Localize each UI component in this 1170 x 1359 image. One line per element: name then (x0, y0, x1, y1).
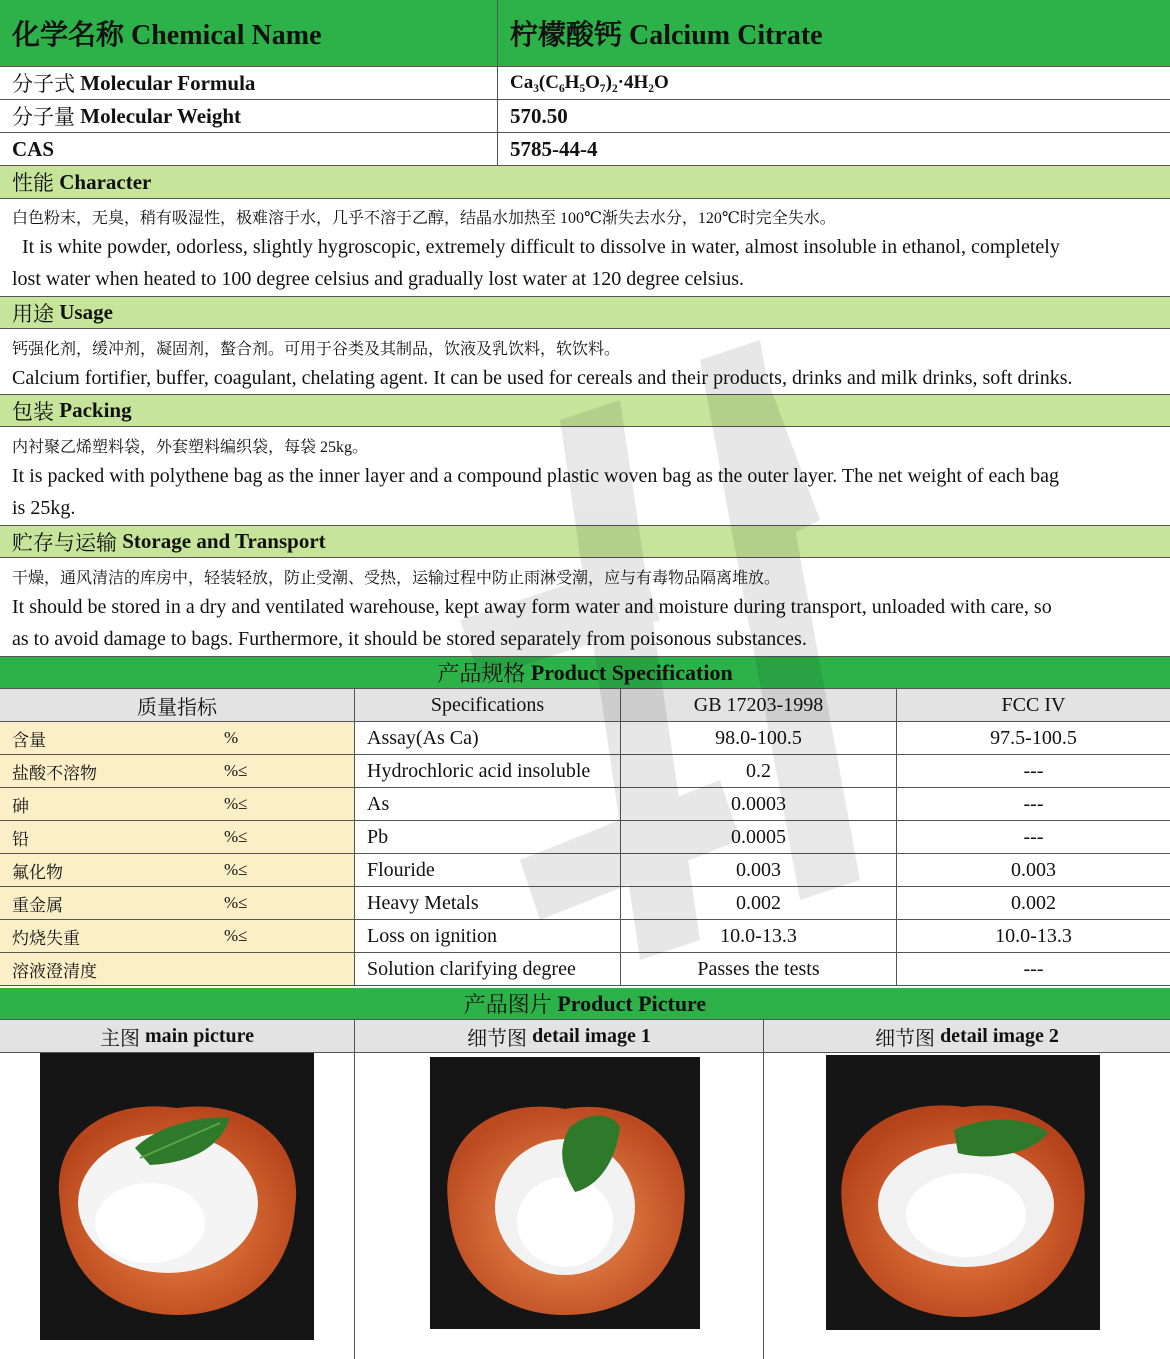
detail1-label-en: detail image 1 (532, 1024, 651, 1047)
spec-table-row (0, 953, 1170, 986)
spec-item-zh: 铅 (0, 821, 220, 853)
spec-item-gb: Passes the tests (620, 953, 896, 985)
picture-title-row (0, 988, 1170, 1020)
cas-label: CAS (12, 136, 55, 161)
spec-item-unit: %≤ (220, 854, 354, 886)
main-picture-label-zh: 主图 (99, 1027, 140, 1050)
spec-item-fcc: --- (896, 953, 1170, 985)
spec-item-unit (220, 953, 354, 985)
spec-header-gb: GB 17203-1998 (620, 689, 896, 721)
spec-title-zh: 产品规格 (437, 661, 526, 686)
spec-item-gb: 0.2 (620, 755, 896, 787)
packing-body (0, 427, 1170, 526)
chemical-name-value: 柠檬酸钙 Calcium Citrate (497, 0, 1170, 66)
spec-item-unit: %≤ (220, 755, 354, 787)
weight-label-en: Molecular Weight (80, 103, 242, 128)
spec-item-zh: 重金属 (0, 887, 220, 919)
packing-title-zh: 包装 (12, 399, 54, 424)
molecular-weight-row (0, 100, 1170, 133)
pumpkin-bowl-image (826, 1055, 1100, 1330)
picture-label-row (0, 1020, 1170, 1053)
spec-item-fcc: 0.002 (896, 887, 1170, 919)
spec-item-en: Heavy Metals (354, 887, 620, 919)
storage-text-en-1: It should be stored in a dry and ventilated warehouse, kept away form water and moisture during transport, unloaded with care, so (12, 596, 1052, 618)
spec-item-unit: %≤ (220, 920, 354, 952)
weight-value: 570.50 (497, 100, 1170, 132)
picture-title-en: Product Picture (557, 990, 707, 1016)
spec-table-row (0, 722, 1170, 755)
cas-value: 5785-44-4 (497, 133, 1170, 165)
storage-text-en-2: as to avoid damage to bags. Furthermore, it should be stored separately from poisonous substances. (12, 628, 807, 650)
usage-title-en: Usage (59, 300, 113, 324)
storage-title-en: Storage and Transport (122, 529, 326, 553)
formula-value: Ca₃(C₆H₅O₇)₂·4H₂O (497, 67, 1170, 99)
picture-title-zh: 产品图片 (463, 992, 552, 1017)
character-text-zh: 白色粉末，无臭，稍有吸湿性，极难溶于水，几乎不溶于乙醇，结晶水加热至 100℃渐失去水分，120℃时完全失水。 (12, 210, 836, 227)
spec-item-fcc: 10.0-13.3 (896, 920, 1170, 952)
spec-item-zh: 溶液澄清度 (0, 953, 220, 985)
character-title-en: Character (59, 169, 152, 194)
spec-item-gb: 0.002 (620, 887, 896, 919)
spec-item-en: Loss on ignition (354, 920, 620, 952)
spec-item-fcc: --- (896, 821, 1170, 853)
spec-table-row (0, 854, 1170, 887)
spec-item-en: Flouride (354, 854, 620, 886)
spec-item-en: As (354, 788, 620, 820)
weight-label-zh: 分子量 (12, 105, 75, 129)
spec-item-fcc: --- (896, 755, 1170, 787)
usage-title-zh: 用途 (12, 301, 54, 326)
spec-item-gb: 98.0-100.5 (620, 722, 896, 754)
spec-item-gb: 10.0-13.3 (620, 920, 896, 952)
spec-item-en: Assay(As Ca) (354, 722, 620, 754)
spec-title-row (0, 657, 1170, 689)
spec-item-en: Pb (354, 821, 620, 853)
spec-table-row (0, 887, 1170, 920)
character-text-en-1: It is white powder, odorless, slightly hygroscopic, extremely difficult to dissolve in water, almost insoluble in ethanol, completely (22, 236, 1060, 258)
detail1-label-zh: 细节图 (467, 1027, 528, 1050)
molecular-formula-row (0, 67, 1170, 100)
spec-item-unit: % (220, 722, 354, 754)
usage-text-en: Calcium fortifier, buffer, coagulant, chelating agent. It can be used for cereals and their products, drinks and milk drinks, soft drinks. (12, 367, 1073, 389)
spec-header-specifications: Specifications (354, 689, 620, 721)
packing-text-en-1: It is packed with polythene bag as the inner layer and a compound plastic woven bag as the outer layer. The net weight of each bag (12, 465, 1060, 487)
formula-label-zh: 分子式 (12, 72, 75, 96)
character-header (0, 166, 1170, 199)
pumpkin-bowl-image (430, 1057, 700, 1329)
spec-item-zh: 砷 (0, 788, 220, 820)
usage-body (0, 329, 1170, 395)
spec-table-row (0, 755, 1170, 788)
spec-title-en: Product Specification (530, 659, 733, 685)
spec-header-fcc: FCC IV (896, 689, 1170, 721)
chemical-name-label: 化学名称 Chemical Name (12, 20, 322, 51)
pumpkin-bowl-image (40, 1053, 314, 1340)
spec-item-zh: 氟化物 (0, 854, 220, 886)
storage-body (0, 558, 1170, 657)
spec-item-unit: %≤ (220, 821, 354, 853)
spec-header-row (0, 689, 1170, 722)
spec-item-unit: %≤ (220, 887, 354, 919)
picture-row (0, 1053, 1170, 1359)
spec-item-en: Solution clarifying degree (354, 953, 620, 985)
detail2-label-en: detail image 2 (940, 1024, 1059, 1047)
spec-item-gb: 0.0003 (620, 788, 896, 820)
cas-row (0, 133, 1170, 166)
storage-text-zh: 干燥，通风清洁的库房中，轻装轻放，防止受潮、受热，运输过程中防止雨淋受潮，应与有毒物品隔离堆放。 (12, 570, 781, 587)
main-picture-label-en: main picture (144, 1024, 255, 1047)
storage-header (0, 526, 1170, 558)
character-body (0, 199, 1170, 297)
spec-item-zh: 盐酸不溶物 (0, 755, 220, 787)
spec-item-zh: 含量 (0, 722, 220, 754)
spec-item-fcc: 0.003 (896, 854, 1170, 886)
packing-title-en: Packing (59, 398, 132, 422)
packing-header (0, 395, 1170, 427)
character-title-zh: 性能 (12, 171, 54, 195)
detail-image-2 (826, 1055, 1100, 1330)
spec-table-row (0, 821, 1170, 854)
spec-item-unit: %≤ (220, 788, 354, 820)
spec-item-gb: 0.003 (620, 854, 896, 886)
packing-text-zh: 内衬聚乙烯塑料袋，外套塑料编织袋，每袋 25kg。 (12, 439, 369, 456)
spec-item-gb: 0.0005 (620, 821, 896, 853)
packing-text-en-2: is 25kg. (12, 497, 76, 519)
character-text-en-2: lost water when heated to 100 degree celsius and gradually lost water at 120 degree celsius. (12, 268, 744, 290)
spec-item-fcc: --- (896, 788, 1170, 820)
detail2-label-zh: 细节图 (875, 1027, 936, 1050)
formula-label-en: Molecular Formula (80, 70, 256, 95)
spec-item-fcc: 97.5-100.5 (896, 722, 1170, 754)
spec-header-quality: 质量指标 (137, 696, 217, 719)
spec-item-en: Hydrochloric acid insoluble (354, 755, 620, 787)
storage-title-zh: 贮存与运输 (12, 530, 117, 555)
usage-text-zh: 钙强化剂，缓冲剂，凝固剂，螯合剂。可用于谷类及其制品，饮液及乳饮料，软饮料。 (12, 341, 621, 358)
spec-table-row (0, 788, 1170, 821)
usage-header (0, 297, 1170, 329)
main-picture (40, 1053, 314, 1340)
detail-image-1 (430, 1057, 700, 1329)
spec-table-row (0, 920, 1170, 953)
spec-item-zh: 灼烧失重 (0, 920, 220, 952)
header-row (0, 0, 1170, 67)
